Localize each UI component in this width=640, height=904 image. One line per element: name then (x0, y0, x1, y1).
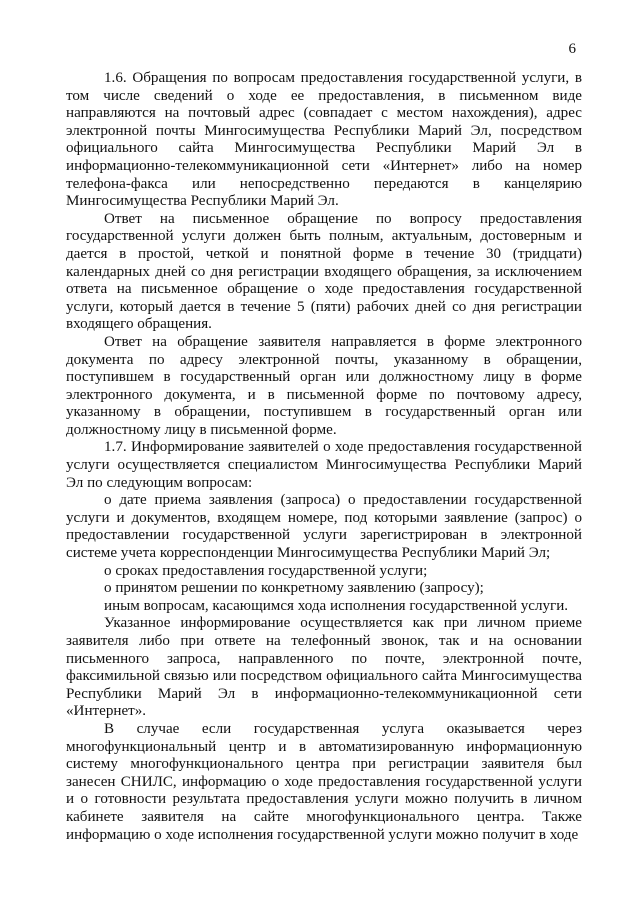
list-item-decision: о принятом решении по конкретному заявлению (запросу); (104, 580, 484, 597)
paragraph-reply-form: Ответ на обращение заявителя направляется в форме электронного документа по адресу электронной почты, указанному в обращении, поступившем в государственный орган или должностному лицу в форме электронного документа, и в письменной форме по почтовому адресу, указанному в обращении, поступившем в государственный орган или должностному лицу в письменной форме. (66, 333, 582, 438)
paragraph-1-7-informing: 1.7. Информирование заявителей о ходе предоставления государственной услуги осуществляется специалистом Мингосимущества Республики Марий Эл по следующим вопросам: (66, 439, 582, 491)
list-item-other-questions: иным вопросам, касающимся хода исполнения государственной услуги. (104, 597, 569, 614)
page-number: 6 (568, 41, 576, 57)
paragraph-mfc-case: В случае если государственная услуга оказывается через многофункциональный центр и в автоматизированную информационную систему многофункционального центра при регистрации заявителя был занесен СНИЛС, информацию о ходе предоставления государственной услуги и о готовности результата предоставления услуги можно получить в личном кабинете заявителя на сайте многофункционального центра. Также информацию о ходе исполнения государственной услуги можно получит в ходе (66, 720, 582, 843)
document-body (66, 70, 582, 844)
list-item-service-terms: о сроках предоставления государственной услуги; (104, 562, 428, 579)
paragraph-informing-methods: Указанное информирование осуществляется как при личном приеме заявителя либо при ответе на телефонный звонок, так и на основании письменного запроса, направленного по почте, электронной почте, факсимильной связью или посредством официального сайта Мингосимущества Республики Марий Эл в информационно-телекоммуникационной сети «Интернет». (66, 615, 582, 720)
paragraph-written-reply: Ответ на письменное обращение по вопросу предоставления государственной услуги должен быть полным, актуальным, достоверным и дается в простой, четкой и понятной форме в течение 30 (тридцати) календарных дней со дня регистрации входящего обращения, за исключением ответа на письменное обращение о ходе предоставления государственной услуги, который дается в течение 5 (пяти) рабочих дней со дня регистрации входящего обращения. (66, 210, 582, 333)
list-item-application-date: о дате приема заявления (запроса) о предоставлении государственной услуги и документов, входящем номере, под которыми заявление (запрос) о предоставлении государственной услуги зарегистрирован в электронной системе учета корреспонденции Мингосимущества Республики Марий Эл; (66, 492, 582, 562)
paragraph-1-6-appeals: 1.6. Обращения по вопросам предоставления государственной услуги, в том числе сведений о ходе ее предоставления, в письменном виде направляются на почтовый адрес (совпадает с местом нахождения), адрес электронной почты Мингосимущества Республики Марий Эл, посредством официального сайта Мингосимущества Республики Марий Эл в информационно-телекоммуникационной сети «Интернет» либо на номер телефона-факса или непосредственно передаются в канцелярию Мингосимущества Республики Марий Эл. (66, 70, 582, 210)
